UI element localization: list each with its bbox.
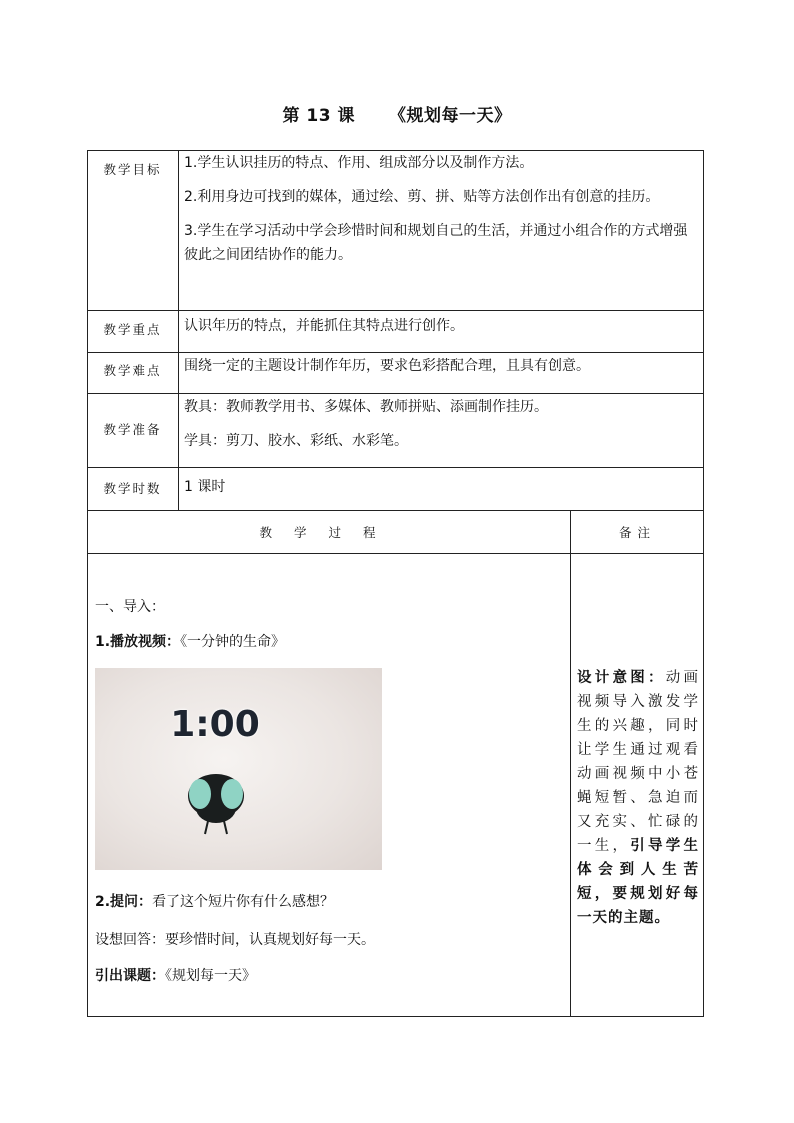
fly-illustration <box>95 668 382 870</box>
step-label: 1.播放视频： <box>95 634 181 650</box>
preparation-text <box>184 395 696 463</box>
label-key-points: 教学重点 <box>103 322 162 337</box>
video-title: 《一分钟的生命》 <box>180 634 286 650</box>
goal-item: 1.学生认识挂历的特点、作用、组成部分以及制作方法。 <box>184 155 534 171</box>
process-header: 教学过程 <box>259 525 398 540</box>
row-divider <box>87 553 704 554</box>
row-divider <box>87 352 704 353</box>
topic-title: 《规划每一天》 <box>165 968 256 984</box>
design-intent-note <box>577 666 699 930</box>
intent-emphasis: 引导学生体会到人生苦短，要规划好每一天的主题。 <box>577 838 699 926</box>
student-tools: 学具：剪刀、胶水、彩纸、水彩笔。 <box>184 433 408 449</box>
step-play-video <box>95 631 565 651</box>
row-divider <box>87 510 704 511</box>
teaching-goals <box>184 151 696 277</box>
notes-header: 备注 <box>618 525 656 540</box>
topic-intro <box>95 965 565 985</box>
step-question <box>95 891 565 911</box>
video-still <box>95 668 382 870</box>
label-difficulties: 教学难点 <box>103 363 162 378</box>
teacher-tools: 教具：教师教学用书、多媒体、教师拼贴、添画制作挂历。 <box>184 399 548 415</box>
row-divider <box>87 467 704 468</box>
table-border-left <box>87 150 88 1016</box>
goal-item: 2.利用身边可找到的媒体，通过绘、剪、拼、贴等方法创作出有创意的挂历。 <box>184 189 660 205</box>
key-points-text: 认识年历的特点，并能抓住其特点进行创作。 <box>184 318 464 334</box>
row-divider <box>87 393 704 394</box>
notes-column-divider <box>570 510 571 1016</box>
difficulties-text: 围绕一定的主题设计制作年历，要求色彩搭配合理，且具有创意。 <box>184 358 590 374</box>
intent-label: 设计意图： <box>577 670 666 686</box>
intent-text: 动画视频导入激发学生的兴趣，同时让学生通过观看动画视频中小苍蝇短暂、急迫而又充实、忙碌的一生， <box>577 670 699 854</box>
label-teaching-goals: 教学目标 <box>103 162 162 177</box>
expected-answer: 设想回答：要珍惜时间，认真规划好每一天。 <box>95 932 375 948</box>
goal-item: 3.学生在学习活动中学会珍惜时间和规划自己的生活，并通过小组合作的方式增强彼此之间团结协作的能力。 <box>184 223 688 263</box>
label-column-divider <box>178 150 179 510</box>
lesson-plan-table <box>87 150 704 1016</box>
section-intro-heading: 一、导入： <box>95 599 165 615</box>
table-border-bottom <box>87 1016 704 1017</box>
hours-text: 1 课时 <box>184 479 226 495</box>
page-title <box>0 101 794 126</box>
step-label: 2.提问： <box>95 894 153 910</box>
lesson-name: 《规划每一天》 <box>389 106 512 126</box>
fly-left-eye <box>189 779 211 809</box>
table-border-right <box>703 150 704 1016</box>
label-hours: 教学时数 <box>103 481 162 496</box>
video-timer: 1:00 <box>170 704 260 745</box>
lesson-number: 第 13 课 <box>282 106 355 126</box>
topic-label: 引出课题： <box>95 968 165 984</box>
row-divider <box>87 310 704 311</box>
fly-right-eye <box>221 779 243 809</box>
question-text: 看了这个短片你有什么感想？ <box>152 894 335 910</box>
label-preparation: 教学准备 <box>103 422 162 437</box>
